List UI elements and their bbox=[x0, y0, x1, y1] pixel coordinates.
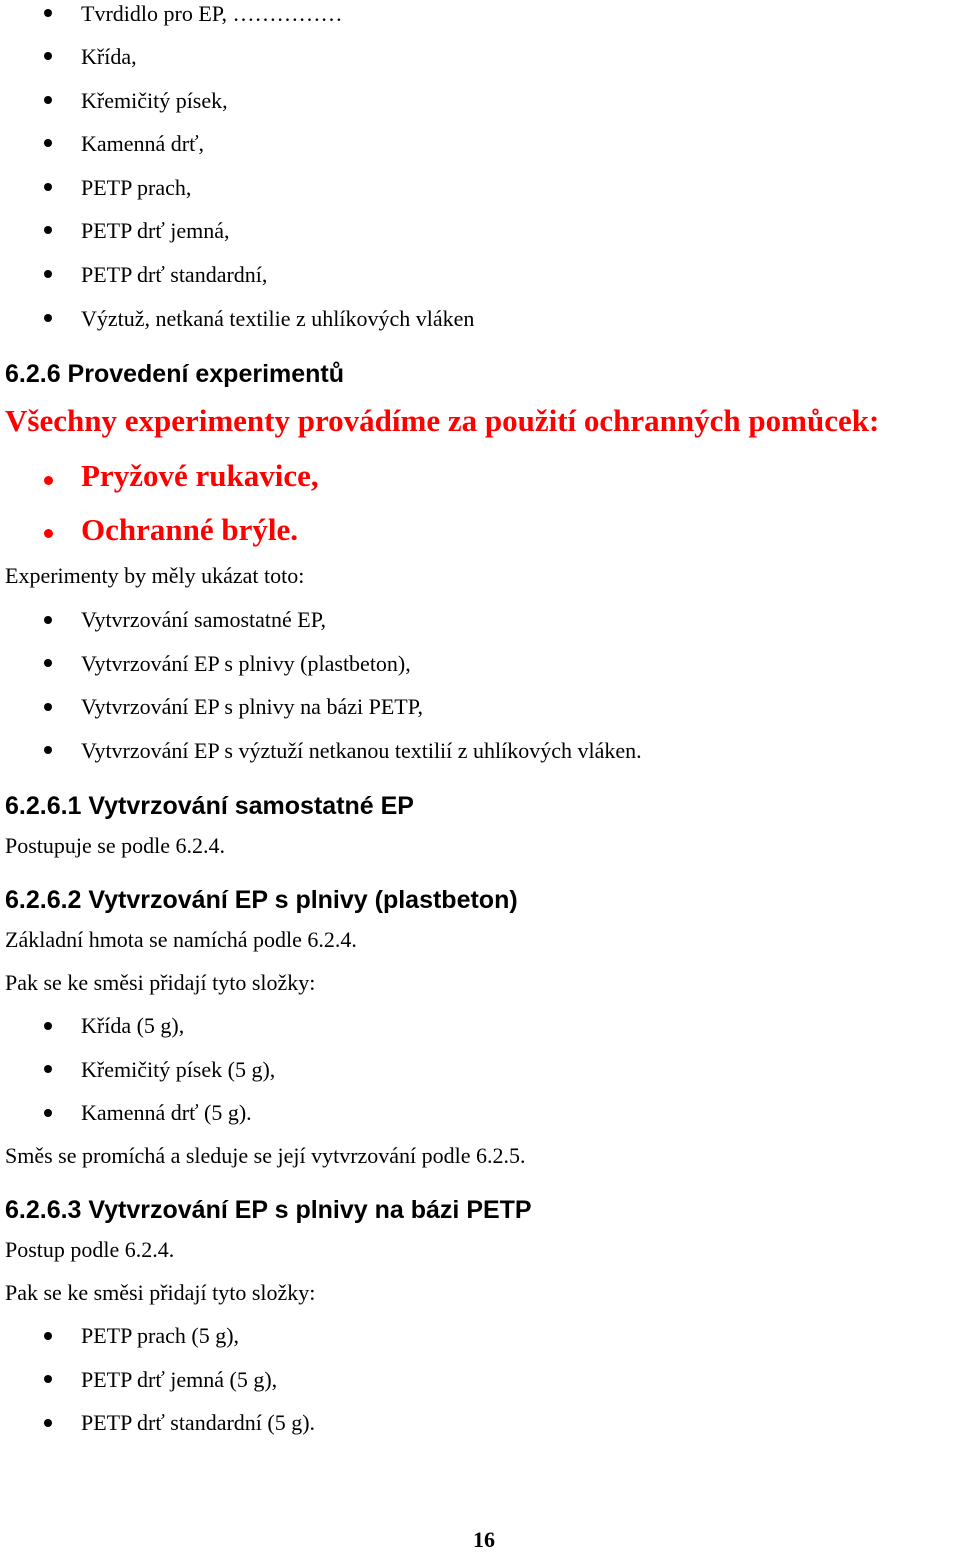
safety-intro: Všechny experimenty provádíme za použití ochranných pomůcek: bbox=[5, 403, 880, 438]
bullet-icon bbox=[44, 659, 52, 667]
list-item: Výztuž, netkaná textilie z uhlíkových vláken bbox=[81, 306, 475, 331]
page-number: 16 bbox=[473, 1527, 495, 1552]
bullet-icon bbox=[44, 314, 52, 322]
list-item: Tvrdidlo pro EP, …………… bbox=[81, 1, 343, 26]
bullet-icon bbox=[44, 96, 52, 104]
bullet-icon bbox=[44, 616, 52, 624]
list-item: Křída, bbox=[81, 44, 137, 69]
paragraph: Pak se ke směsi přidají tyto složky: bbox=[5, 970, 316, 995]
ingredient-item: PETP prach (5 g), bbox=[81, 1323, 240, 1348]
experiment-item: Vytvrzování samostatné EP, bbox=[81, 607, 327, 632]
safety-item: Pryžové rukavice, bbox=[81, 458, 319, 493]
ingredient-item: PETP drť jemná (5 g), bbox=[81, 1367, 278, 1392]
paragraph: Postup podle 6.2.4. bbox=[5, 1237, 175, 1262]
list-item: Křemičitý písek, bbox=[81, 88, 228, 113]
ingredient-item: Kamenná drť (5 g). bbox=[81, 1100, 252, 1125]
paragraph: Postupuje se podle 6.2.4. bbox=[5, 833, 225, 858]
section-heading-6-2-6-2: 6.2.6.2 Vytvrzování EP s plnivy (plastbeton) bbox=[5, 886, 518, 914]
bullet-icon bbox=[44, 52, 52, 60]
bullet-icon bbox=[44, 139, 52, 147]
list-item: PETP drť standardní, bbox=[81, 262, 268, 287]
paragraph: Základní hmota se namíchá podle 6.2.4. bbox=[5, 927, 357, 952]
section-heading-6-2-6-3: 6.2.6.3 Vytvrzování EP s plnivy na bázi PETP bbox=[5, 1196, 532, 1224]
paragraph: Pak se ke směsi přidají tyto složky: bbox=[5, 1280, 316, 1305]
bullet-icon bbox=[44, 1419, 52, 1427]
experiments-intro: Experimenty by měly ukázat toto: bbox=[5, 563, 305, 588]
bullet-icon bbox=[44, 1109, 52, 1117]
ingredient-item: Křemičitý písek (5 g), bbox=[81, 1057, 276, 1082]
bullet-icon bbox=[44, 1375, 52, 1383]
safety-item: Ochranné brýle. bbox=[81, 512, 298, 547]
bullet-icon bbox=[44, 183, 52, 191]
experiment-item: Vytvrzování EP s plnivy na bázi PETP, bbox=[81, 694, 423, 719]
experiment-item: Vytvrzování EP s výztuží netkanou textilií z uhlíkových vláken. bbox=[81, 738, 642, 763]
bullet-icon bbox=[44, 1065, 52, 1073]
section-heading-6-2-6: 6.2.6 Provedení experimentů bbox=[5, 360, 345, 388]
bullet-icon bbox=[44, 270, 52, 278]
ingredient-item: Křída (5 g), bbox=[81, 1013, 185, 1038]
bullet-icon bbox=[44, 476, 53, 485]
bullet-icon bbox=[44, 529, 53, 538]
bullet-icon bbox=[44, 226, 52, 234]
list-item: PETP drť jemná, bbox=[81, 218, 230, 243]
bullet-icon bbox=[44, 9, 52, 17]
list-item: Kamenná drť, bbox=[81, 131, 205, 156]
bullet-icon bbox=[44, 1332, 52, 1340]
ingredient-item: PETP drť standardní (5 g). bbox=[81, 1410, 316, 1435]
experiment-item: Vytvrzování EP s plnivy (plastbeton), bbox=[81, 651, 411, 676]
paragraph: Směs se promíchá a sleduje se její vytvrzování podle 6.2.5. bbox=[5, 1143, 526, 1168]
list-item: PETP prach, bbox=[81, 175, 192, 200]
bullet-icon bbox=[44, 1022, 52, 1030]
bullet-icon bbox=[44, 746, 52, 754]
bullet-icon bbox=[44, 703, 52, 711]
section-heading-6-2-6-1: 6.2.6.1 Vytvrzování samostatné EP bbox=[5, 792, 414, 820]
